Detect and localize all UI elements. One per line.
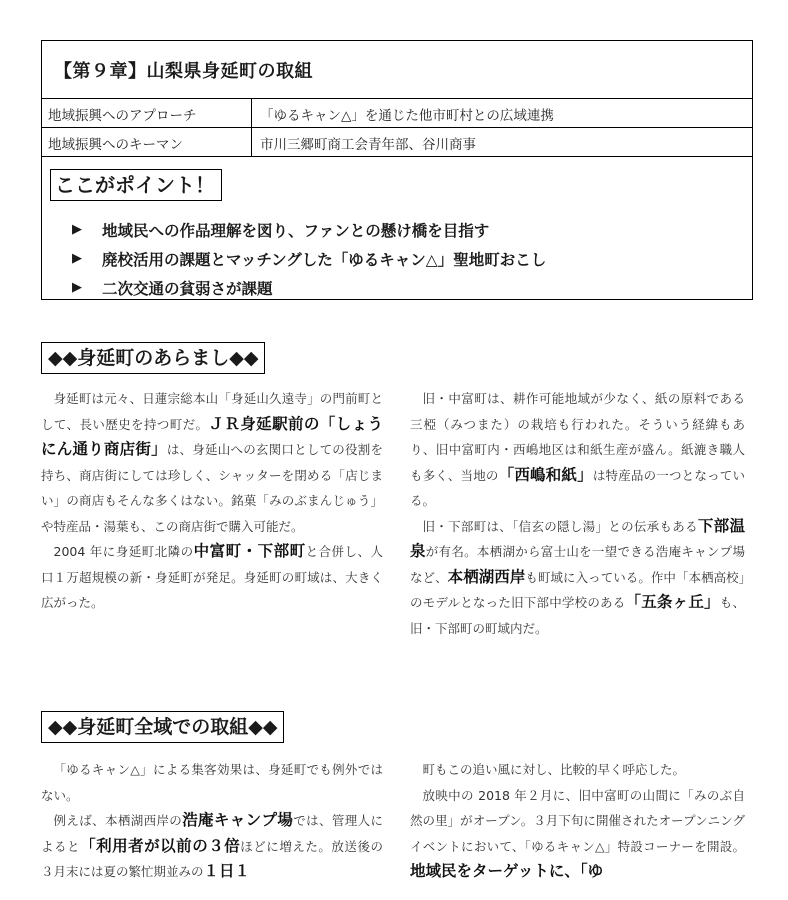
approach-row <box>42 99 752 128</box>
section1-left-column <box>41 386 383 616</box>
section2-left-column <box>41 757 383 885</box>
section1-heading: ◆◆身延町のあらまし◆◆ <box>41 342 265 374</box>
approach-label: 地域振興へのアプローチ <box>42 99 252 127</box>
point-text: 二次交通の貧弱さが課題 <box>102 279 273 298</box>
paragraph: 旧・下部町は、「信玄の隠し湯」との伝承もある下部温泉が有名。本栖湖から富士山を一望できる浩庵キャンプ場など、本栖湖西岸も町域に入っている。作中「本栖高校」のモデルとなった旧下部中学校のある「五条ヶ丘」も、旧・下部町の町域内だ。 <box>410 516 745 636</box>
triangle-bullet-icon: ▶ <box>72 251 82 266</box>
chapter-title: 【第９章】山梨県身延町の取組 <box>54 60 313 82</box>
keyman-value: 市川三郷町商工会青年部、谷川商事 <box>260 137 476 153</box>
point-text: 地域民への作品理解を図り、ファンとの懸け橋を目指す <box>102 221 490 240</box>
paragraph: 2004 年に身延町北隣の中富町・下部町と合併し、人口１万超規模の新・身延町が発足。身延町の町域は、大きく広がった。 <box>41 542 383 610</box>
paragraph: 町もこの追い風に対し、比較的早く呼応した。 <box>422 762 686 777</box>
keyman-label: 地域振興へのキーマン <box>42 128 252 156</box>
paragraph: 「ゆるキャン△」による集客効果は、身延町でも例外ではない。 <box>41 762 383 803</box>
paragraph: 旧・中富町は、耕作可能地域が少なく、紙の原料である三椏（みつまた）の栽培も行われた。そういう経緯もあり、旧中富町内・西嶋地区は和紙生産が盛ん。紙漉き職人も多く、当地の「西嶋和紙」は特産品の一つとなっている。 <box>410 391 745 508</box>
point-title: ここがポイント！ <box>50 169 222 201</box>
paragraph: 身延町は元々、日蓮宗総本山「身延山久遠寺」の門前町として、長い歴史を持つ町だ。ＪＲ身延駅前の「しょうにん通り商店街」は、身延山への玄関口としての役割を持ち、商店街にしては珍しく、シャッターを閉める「店じまい」の商店もそんな多くはない。銘菓「みのぶまんじゅう」や特産品・湯葉も、この商店街で購入可能だ。 <box>41 391 383 534</box>
point-item <box>72 273 546 302</box>
paragraph: 例えば、本栖湖西岸の浩庵キャンプ場では、管理人によると「利用者が以前の３倍ほどに増えた。放送後の３月末には夏の繁忙期並みの１日１ <box>41 811 383 880</box>
summary-box <box>41 40 753 300</box>
approach-value: 「ゆるキャン△」を通じた他市町村との広域連携 <box>260 108 554 124</box>
point-item <box>72 244 546 273</box>
point-text: 廃校活用の課題とマッチングした「ゆるキャン△」聖地町おこし <box>102 250 547 269</box>
triangle-bullet-icon: ▶ <box>72 280 82 295</box>
point-area <box>42 157 752 300</box>
paragraph: 放映中の 2018 年２月に、旧中富町の山間に「みのぶ自然の里」がオープン。３月下旬に開催されたオープンニングイベントにおいて、「ゆるキャン△」特設コーナーを開設。地域民をターゲットに、「ゆ <box>410 787 745 880</box>
point-item <box>72 215 546 244</box>
triangle-bullet-icon: ▶ <box>72 222 82 237</box>
section2-heading: ◆◆身延町全域での取組◆◆ <box>41 711 284 743</box>
section2-right-column <box>410 757 745 885</box>
point-list <box>72 215 546 302</box>
section1-right-column <box>410 386 745 641</box>
chapter-title-row <box>42 41 752 99</box>
keyman-row <box>42 128 752 157</box>
